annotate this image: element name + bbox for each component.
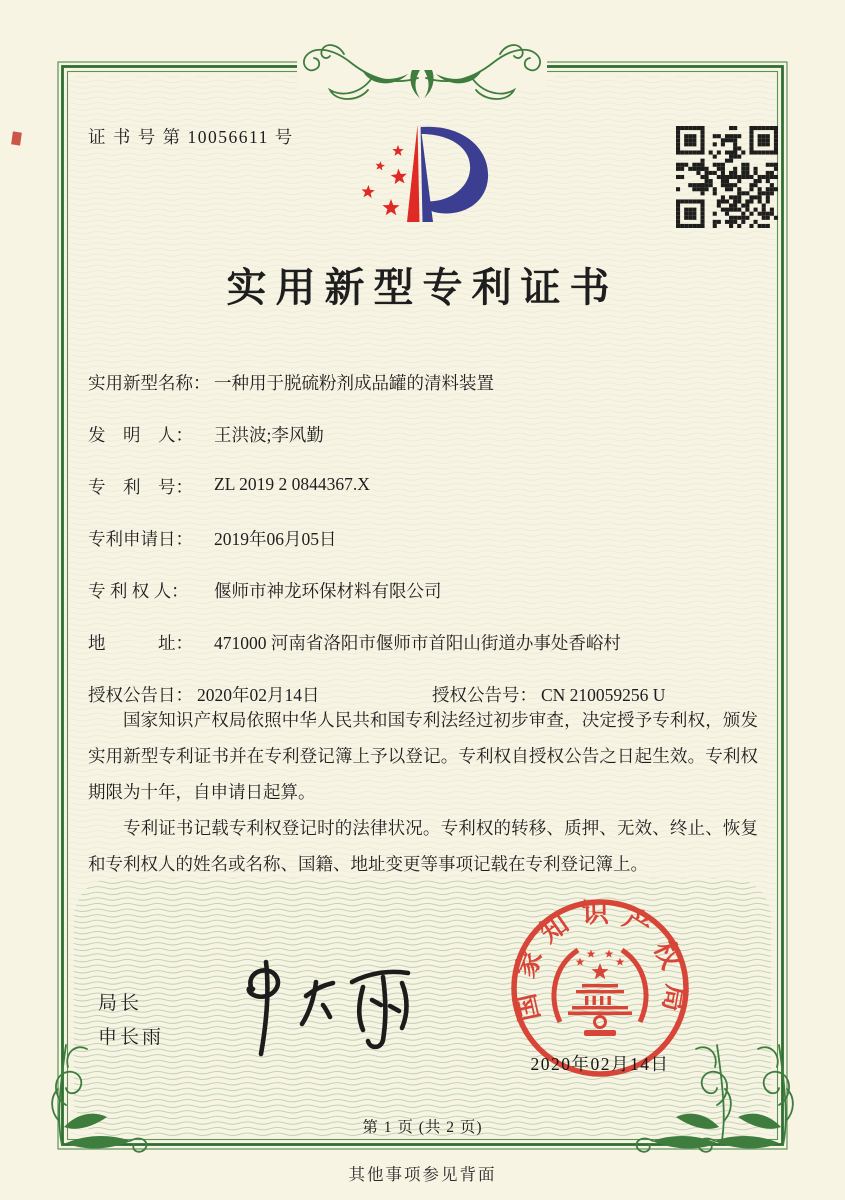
- seal-date: 2020年02月14日: [530, 1054, 670, 1074]
- field-row-inventor: [88, 422, 760, 474]
- legal-paragraph-2: 专利证书记载专利权登记时的法律状况。专利权的转移、质押、无效、终止、恢复和专利权人的姓名或名称、国籍、地址变更等事项记载在专利登记簿上。: [88, 818, 758, 874]
- commissioner-title: 局长: [98, 993, 143, 1014]
- field-label: 发 明 人：: [88, 425, 193, 445]
- field-value: 471000 河南省洛阳市偃师市首阳山街道办事处香峪村: [214, 633, 621, 653]
- certificate-number: 证 书 号 第 10056611 号: [88, 127, 294, 147]
- page-number: 第 1 页 (共 2 页): [362, 1119, 483, 1136]
- national-emblem-icon: [554, 950, 646, 1037]
- field-value: 偃师市神龙环保材料有限公司: [214, 581, 442, 601]
- legal-paragraph-1: 国家知识产权局依照中华人民共和国专利法经过初步审查，决定授予专利权，颁发实用新型专利证书并在专利登记簿上予以登记。专利权自授权公告之日起生效。专利权期限为十年，自申请日起算。: [88, 710, 758, 802]
- certificate-title: 实用新型专利证书: [226, 265, 619, 310]
- cnipa-logo-icon: [342, 118, 502, 233]
- qr-code: [676, 126, 778, 228]
- red-scan-mark: [11, 131, 22, 145]
- field-row-patentee: [88, 578, 760, 630]
- commissioner-name: 申长雨: [98, 1027, 165, 1048]
- logo-p-bowl: [421, 127, 488, 214]
- logo-tower-left: [407, 125, 420, 222]
- field-list: [88, 370, 760, 734]
- logo-stars: [362, 145, 407, 215]
- seal-text: 国家知识产权局: [508, 897, 692, 1024]
- field-label: 实用新型名称：: [88, 373, 211, 393]
- field-label: 专利申请日：: [88, 529, 193, 549]
- field-value: ZL 2019 2 0844367.X: [214, 474, 370, 494]
- field-label: 专 利 权 人：: [88, 581, 189, 601]
- field-row-patent-no: [88, 474, 760, 526]
- field-value: 一种用于脱硫粉剂成品罐的清料装置: [214, 373, 494, 393]
- field-row-address: [88, 630, 760, 682]
- field-value: 王洪波;李风勤: [214, 425, 324, 445]
- field-value: CN 210059256 U: [541, 685, 666, 705]
- field-label: 地 址：: [88, 633, 193, 653]
- field-row-filing-date: [88, 526, 760, 578]
- field-value: 2019年06月05日: [214, 529, 337, 549]
- legal-paragraphs: [88, 702, 758, 882]
- field-label: 专 利 号：: [88, 477, 193, 497]
- field-row-utility-model-name: [88, 370, 760, 422]
- footer-note: 其他事项参见背面: [348, 1165, 497, 1184]
- handwritten-signature: [222, 956, 442, 1061]
- field-label: 授权公告日：: [88, 685, 193, 705]
- field-label: 授权公告号：: [432, 685, 537, 705]
- field-value: 2020年02月14日: [197, 685, 320, 705]
